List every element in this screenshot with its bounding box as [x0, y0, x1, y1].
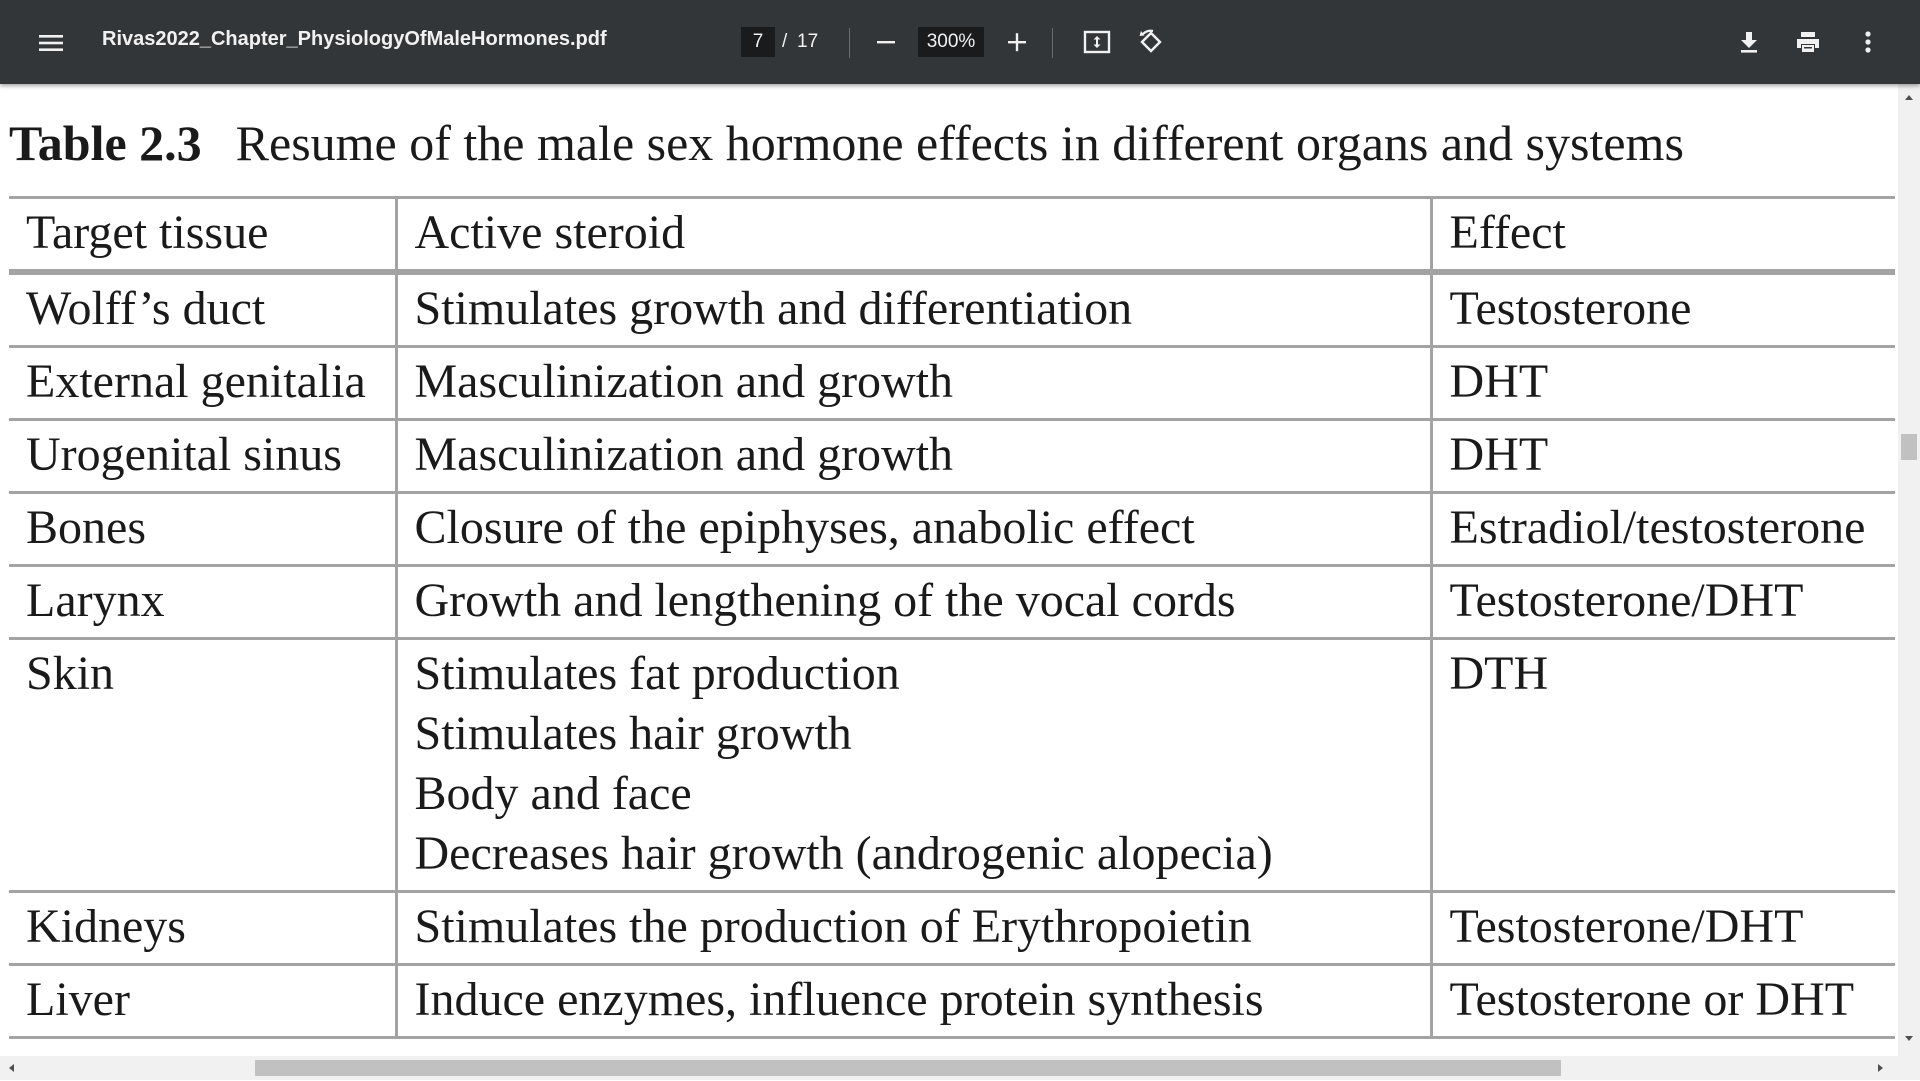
pdf-document-view[interactable] — [0, 84, 1898, 1056]
column-header-effect: Effect — [1431, 198, 1895, 273]
zoom-level-input[interactable] — [918, 27, 984, 57]
table-row — [9, 566, 1895, 639]
table-caption-label: Table 2.3 — [9, 115, 202, 171]
cell-tissue: Bones — [9, 493, 396, 566]
table-caption-text: Resume of the male sex hormone effects in different organs and systems — [235, 115, 1684, 171]
cell-steroid: Stimulates the production of Erythropoietin — [396, 892, 1431, 965]
scroll-left-arrow-icon[interactable] — [4, 1060, 20, 1076]
table-header-row — [9, 198, 1895, 273]
cell-tissue: Larynx — [9, 566, 396, 639]
cell-effect: Testosterone or DHT — [1431, 965, 1895, 1038]
cell-steroid: Closure of the epiphyses, anabolic effect — [396, 493, 1431, 566]
cell-steroid: Masculinization and growth — [396, 347, 1431, 420]
cell-steroid: Induce enzymes, influence protein synthesis — [396, 965, 1431, 1038]
fit-page-icon[interactable] — [1077, 22, 1117, 62]
cell-steroid: Stimulates growth and differentiation — [396, 272, 1431, 347]
document-title: Rivas2022_Chapter_PhysiologyOfMaleHormones.pdf — [102, 28, 607, 50]
download-icon[interactable] — [1729, 22, 1769, 62]
cell-tissue: Liver — [9, 965, 396, 1038]
pdf-toolbar — [0, 0, 1920, 84]
table-caption — [9, 114, 1684, 172]
table-row — [9, 347, 1895, 420]
scroll-up-arrow-icon[interactable] — [1898, 90, 1920, 106]
table-row — [9, 493, 1895, 566]
cell-effect: Testosterone/DHT — [1431, 566, 1895, 639]
cell-tissue: Kidneys — [9, 892, 396, 965]
cell-steroid: Stimulates fat production Stimulates hair growth Body and face Decreases hair growth (androgenic alopecia) — [396, 639, 1431, 892]
vertical-scrollbar[interactable] — [1898, 84, 1920, 1056]
cell-effect: Testosterone/DHT — [1431, 892, 1895, 965]
scroll-right-arrow-icon[interactable] — [1872, 1060, 1888, 1076]
column-header-active-steroid: Active steroid — [396, 198, 1431, 273]
page-total: 17 — [797, 31, 819, 52]
rotate-icon[interactable] — [1131, 22, 1171, 62]
page-separator: / — [782, 31, 788, 52]
cell-tissue: Urogenital sinus — [9, 420, 396, 493]
cell-tissue: Skin — [9, 639, 396, 892]
table-row — [9, 965, 1895, 1038]
horizontal-scrollbar[interactable] — [0, 1056, 1920, 1080]
cell-effect: DHT — [1431, 420, 1895, 493]
cell-tissue: External genitalia — [9, 347, 396, 420]
print-icon[interactable] — [1788, 22, 1828, 62]
cell-effect: Estradiol/testosterone — [1431, 493, 1895, 566]
cell-effect: DTH — [1431, 639, 1895, 892]
toolbar-divider — [1052, 28, 1053, 58]
table-row — [9, 892, 1895, 965]
zoom-in-icon[interactable] — [997, 22, 1037, 62]
cell-effect: DHT — [1431, 347, 1895, 420]
toolbar-divider — [849, 28, 850, 58]
column-header-target-tissue: Target tissue — [9, 198, 396, 273]
page-number-input[interactable] — [741, 27, 775, 57]
cell-steroid: Growth and lengthening of the vocal cords — [396, 566, 1431, 639]
table-row — [9, 420, 1895, 493]
zoom-out-icon[interactable] — [866, 22, 906, 62]
hamburger-menu-icon[interactable] — [30, 22, 72, 64]
table-row — [9, 272, 1895, 347]
scroll-down-arrow-icon[interactable] — [1898, 1030, 1920, 1046]
cell-effect: Testosterone — [1431, 272, 1895, 347]
cell-steroid: Masculinization and growth — [396, 420, 1431, 493]
table-row — [9, 639, 1895, 892]
horizontal-scrollbar-thumb[interactable] — [255, 1060, 1561, 1076]
more-vert-icon[interactable] — [1848, 22, 1888, 62]
vertical-scrollbar-thumb[interactable] — [1901, 434, 1917, 460]
hormone-effects-table — [9, 196, 1895, 1039]
cell-tissue: Wolff’s duct — [9, 272, 396, 347]
